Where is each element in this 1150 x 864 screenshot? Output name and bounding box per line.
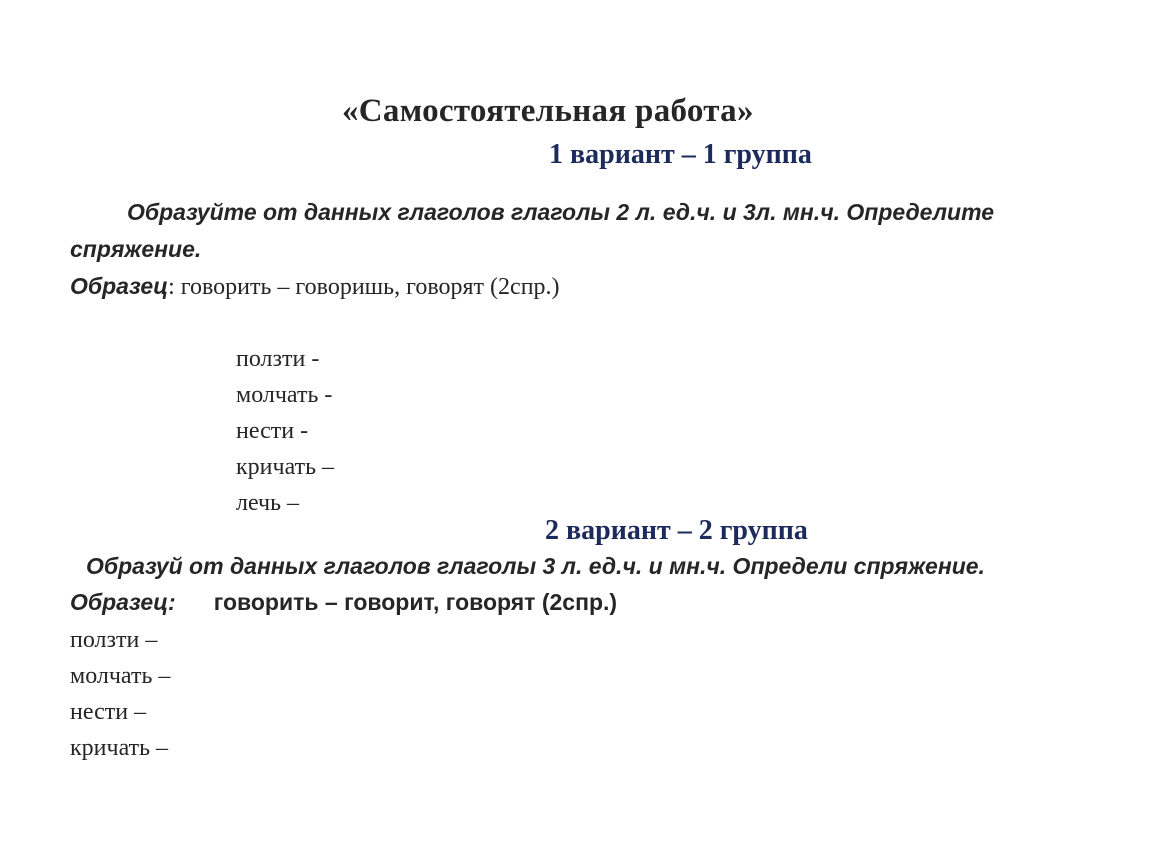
variant2-word: нести –	[70, 699, 147, 725]
variant1-sample	[70, 273, 560, 301]
variant2-word: молчать –	[70, 663, 171, 689]
variant1-word: нести -	[236, 418, 309, 444]
variant1-task-line1: Образуйте от данных глаголов глаголы 2 л. ед.ч. и 3л. мн.ч. Определите	[127, 199, 995, 225]
variant2-task: Образуй от данных глаголов глаголы 3 л. ед.ч. и мн.ч. Определи спряжение.	[86, 553, 985, 579]
variant1-word: кричать –	[236, 454, 335, 480]
variant2-heading: 2 вариант – 2 группа	[545, 515, 808, 546]
variant1-word: молчать -	[236, 382, 333, 408]
variant2-word: кричать –	[70, 735, 169, 761]
variant2-sample	[70, 589, 617, 617]
variant1-word: ползти -	[236, 346, 320, 372]
variant1-sample-label: Образец	[70, 273, 169, 299]
variant2-sample-label: Образец:	[70, 589, 176, 615]
variant1-word: лечь –	[236, 490, 300, 516]
variant1-word-list	[236, 341, 334, 521]
variant1-heading: 1 вариант – 1 группа	[549, 139, 812, 170]
variant1-task-line2: спряжение.	[70, 236, 202, 262]
variant2-sample-text: говорить – говорит, говорят (2спр.)	[213, 589, 618, 615]
variant1-sample-text: : говорить – говоришь, говорят (2спр.)	[168, 274, 560, 300]
variant2-word-list	[70, 622, 170, 766]
page-title: «Самостоятельная работа»	[342, 93, 754, 129]
variant2-word: ползти –	[70, 627, 158, 653]
